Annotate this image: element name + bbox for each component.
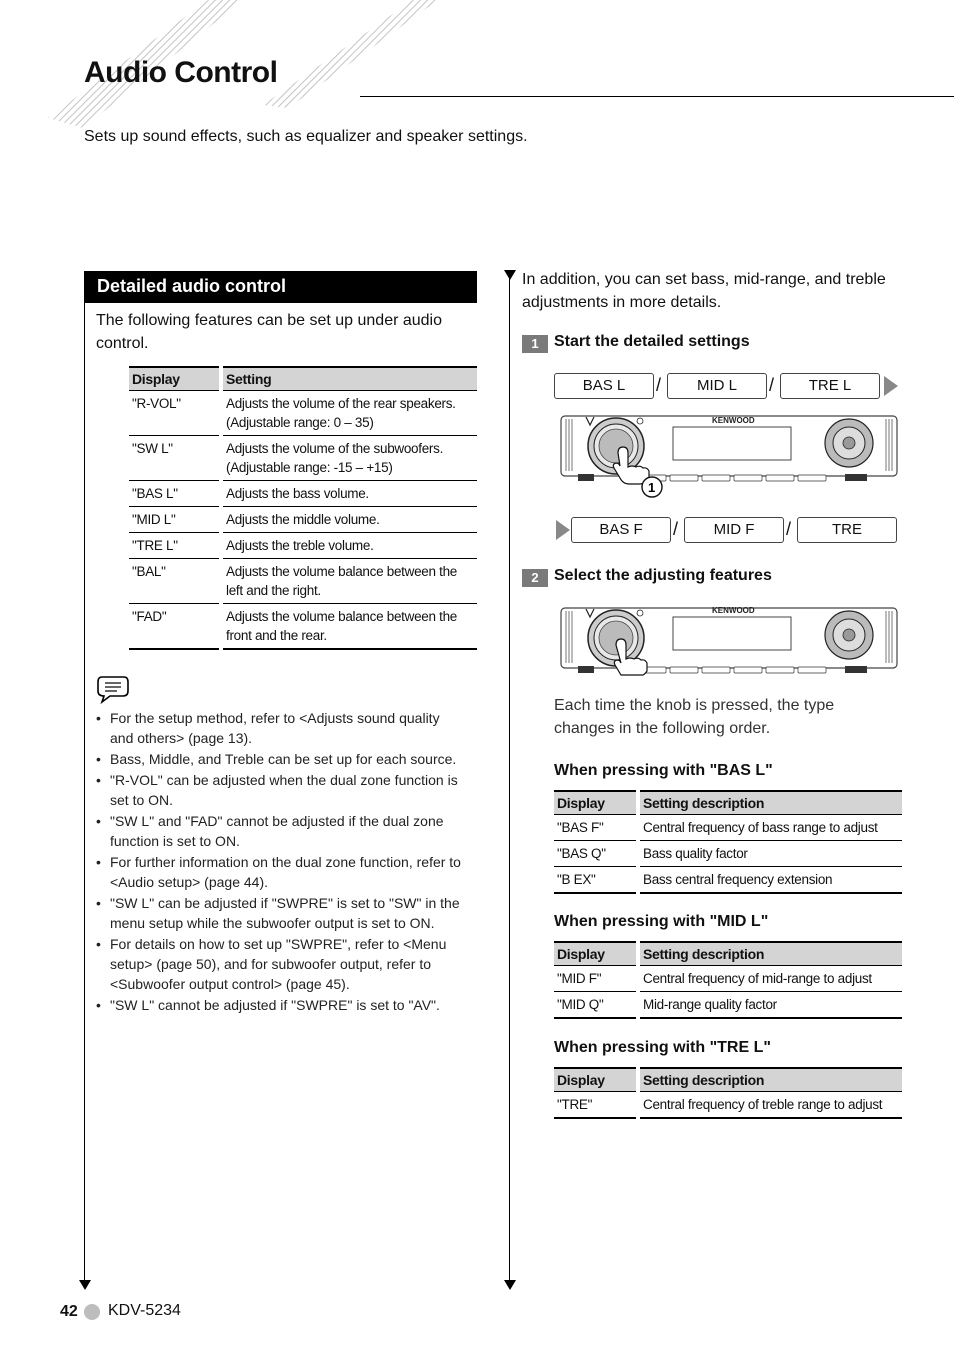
- order-description: Each time the knob is pressed, the type changes in the following order.: [554, 697, 835, 737]
- mid-l-table: [554, 941, 902, 1019]
- table-row: "R-VOL" Adjusts the volume of the rear speakers. (Adjustable range: 0 – 35): [129, 391, 477, 436]
- brand-logo: KENWOOD: [712, 416, 755, 425]
- continue-arrow-bottom: [504, 1280, 516, 1290]
- step-title-2: Select the adjusting features: [554, 567, 772, 584]
- note-item: • "SW L" can be adjusted if "SWPRE" is set to "SW" in the menu setup while the subwoofer output is set to ON.: [110, 893, 466, 933]
- separator-slash: /: [769, 375, 775, 395]
- table-row: "BAS F" Central frequency of bass range to adjust: [554, 815, 902, 841]
- table-header-display: Display: [129, 367, 219, 391]
- note-item: • For the setup method, refer to <Adjusts sound quality and others> (page 13).: [110, 708, 466, 748]
- bas-l-heading: When pressing with "BAS L": [554, 762, 773, 779]
- note-icon: [96, 674, 130, 704]
- table-row: "TRE" Central frequency of treble range to adjust: [554, 1092, 902, 1119]
- display-mid-f: MID F: [684, 517, 784, 543]
- table-row: "BAS L" Adjusts the bass volume.: [129, 481, 477, 507]
- table-row: "MID F" Central frequency of mid-range to adjust: [554, 966, 902, 992]
- table-header-description: Setting description: [640, 942, 902, 966]
- section-title: Detailed audio control: [97, 276, 287, 296]
- table-header-display: Display: [554, 1068, 636, 1092]
- note-item: • Bass, Middle, and Treble can be set up for each source.: [110, 749, 466, 769]
- separator-slash: /: [786, 519, 792, 539]
- right-intro: In addition, you can set bass, mid-range, and treble adjustments in more details.: [522, 271, 886, 311]
- bas-l-table: [554, 790, 902, 894]
- display-tre-l: TRE L: [780, 373, 880, 399]
- head-unit-illustration: [560, 605, 902, 675]
- step-number-2: 2: [522, 569, 548, 587]
- table-row: "MID L" Adjusts the middle volume.: [129, 507, 477, 533]
- step-number-1: 1: [522, 335, 548, 353]
- table-header-setting: Setting: [223, 367, 477, 391]
- mid-l-heading: When pressing with "MID L": [554, 913, 769, 930]
- next-arrow-icon: [884, 376, 898, 396]
- step-title-1: Start the detailed settings: [554, 333, 750, 350]
- continue-arrow-top: [504, 270, 516, 280]
- table-row: "FAD" Adjusts the volume balance between the front and the rear.: [129, 604, 477, 650]
- section-intro: The following features can be set up under audio control.: [96, 312, 443, 352]
- table-header-description: Setting description: [640, 1068, 902, 1092]
- separator-slash: /: [656, 375, 662, 395]
- display-tre: TRE: [797, 517, 897, 543]
- display-mid-l: MID L: [667, 373, 767, 399]
- display-bas-l: BAS L: [554, 373, 654, 399]
- display-bas-f: BAS F: [571, 517, 671, 543]
- separator-slash: /: [673, 519, 679, 539]
- head-unit-illustration: [560, 413, 902, 495]
- page-dot: [84, 1304, 100, 1320]
- model-name: KDV-5234: [108, 1302, 181, 1319]
- continue-arrow-left: [79, 1280, 91, 1290]
- table-row: "BAL" Adjusts the volume balance between the left and the right.: [129, 559, 477, 604]
- page-title: Audio Control: [84, 56, 278, 89]
- tre-l-heading: When pressing with "TRE L": [554, 1039, 771, 1056]
- table-row: "TRE L" Adjusts the treble volume.: [129, 533, 477, 559]
- brand-logo: KENWOOD: [712, 606, 755, 615]
- note-item: • "SW L" cannot be adjusted if "SWPRE" is set to "AV".: [110, 995, 466, 1015]
- column-rule-left: [84, 272, 85, 1282]
- note-item: • "R-VOL" can be adjusted when the dual zone function is set to ON.: [110, 770, 466, 810]
- table-row: "MID Q" Mid-range quality factor: [554, 992, 902, 1019]
- tre-l-table: [554, 1067, 902, 1119]
- note-item: • For further information on the dual zone function, refer to <Audio setup> (page 44).: [110, 852, 466, 892]
- callout-number: 1: [648, 480, 656, 495]
- features-table: [129, 366, 477, 650]
- table-row: "B EX" Bass central frequency extension: [554, 867, 902, 894]
- note-item: • For details on how to set up "SWPRE", refer to <Menu setup> (page 50), and for subwoofer output, refer to <Subwoofer output control> (page 45).: [110, 934, 466, 994]
- note-item: • "SW L" and "FAD" cannot be adjusted if the dual zone function is set to ON.: [110, 811, 466, 851]
- notes-list: [96, 708, 466, 1016]
- continue-arrow-icon: [556, 520, 570, 540]
- table-row: "BAS Q" Bass quality factor: [554, 841, 902, 867]
- page-subtitle: Sets up sound effects, such as equalizer and speaker settings.: [84, 128, 528, 145]
- page-number: 42: [60, 1303, 78, 1320]
- table-row: "SW L" Adjusts the volume of the subwoofers. (Adjustable range: -15 – +15): [129, 436, 477, 481]
- table-header-description: Setting description: [640, 791, 902, 815]
- column-rule-right: [509, 272, 510, 1282]
- title-rule: [360, 96, 954, 97]
- table-header-display: Display: [554, 942, 636, 966]
- table-header-display: Display: [554, 791, 636, 815]
